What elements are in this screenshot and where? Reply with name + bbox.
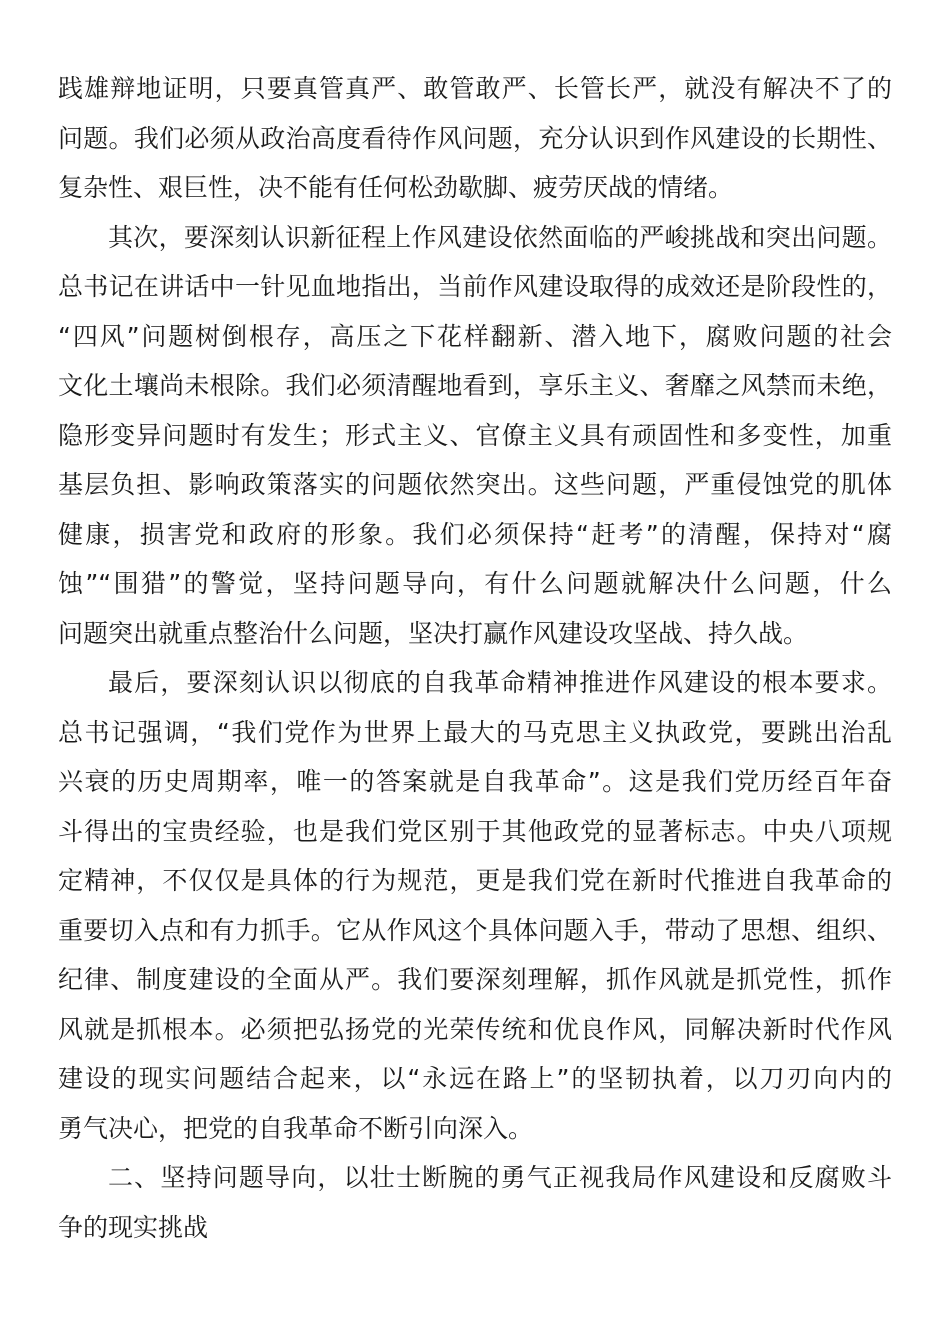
text-line: 基层负担、影响政策落实的问题依然突出。这些问题，严重侵蚀党的肌体 — [58, 470, 892, 499]
text-line: 隐形变异问题时有发生；形式主义、官僚主义具有顽固性和多变性，加重 — [58, 420, 892, 450]
text-line: 问题。我们必须从政治高度看待作风问题，充分认识到作风建设的长期性、 — [58, 123, 892, 153]
text-line: 文化土壤尚未根除。我们必须清醒地看到，享乐主义、奢靡之风禁而未绝， — [58, 371, 892, 400]
text-line: 兴衰的历史周期率，唯一的答案就是自我革命”。这是我们党历经百年奋 — [58, 767, 892, 796]
text-line: 重要切入点和有力抓手。它从作风这个具体问题入手，带动了思想、组织、 — [58, 915, 892, 945]
text-line: 建设的现实问题结合起来，以“永远在路上”的坚韧执着，以刀刃向内的 — [58, 1064, 892, 1093]
section-heading-continuation: 争的现实挑战 — [58, 1212, 209, 1242]
text-line: 复杂性、艰巨性，决不能有任何松劲歇脚、疲劳厌战的情绪。 — [58, 173, 734, 202]
paragraph-start-line: 其次，要深刻认识新征程上作风建设依然面临的严峻挑战和突出问题。 — [108, 222, 892, 252]
text-line: 总书记强调，“我们党作为世界上最大的马克思主义执政党，要跳出治乱 — [58, 717, 892, 747]
text-line: 践雄辩地证明，只要真管真严、敢管敢严、长管长严，就没有解决不了的 — [58, 74, 892, 103]
text-line: 问题突出就重点整治什么问题，坚决打赢作风建设攻坚战、持久战。 — [58, 618, 809, 648]
text-line: 勇气决心，把党的自我革命不断引向深入。 — [58, 1113, 534, 1143]
text-line: 健康，损害党和政府的形象。我们必须保持“赶考”的清醒，保持对“腐 — [58, 519, 892, 549]
text-line: 风就是抓根本。必须把弘扬党的光荣传统和优良作风，同解决新时代作风 — [58, 1014, 892, 1044]
text-line: 总书记在讲话中一针见血地指出，当前作风建设取得的成效还是阶段性的， — [58, 272, 892, 301]
text-line: 蚀”“围猎”的警觉，坚持问题导向，有什么问题就解决什么问题，什么 — [58, 569, 892, 598]
text-line: 定精神，不仅仅是具体的行为规范，更是我们党在新时代推进自我革命的 — [58, 866, 892, 895]
section-heading: 二、坚持问题导向，以壮士断腕的勇气正视我局作风建设和反腐败斗 — [108, 1163, 892, 1192]
text-line: 纪律、制度建设的全面从严。我们要深刻理解，抓作风就是抓党性，抓作 — [58, 965, 892, 994]
text-line: “四风”问题树倒根存，高压之下花样翻新、潜入地下，腐败问题的社会 — [58, 321, 892, 351]
paragraph-start-line: 最后，要深刻认识以彻底的自我革命精神推进作风建设的根本要求。 — [108, 668, 892, 697]
text-line: 斗得出的宝贵经验，也是我们党区别于其他政党的显著标志。中央八项规 — [58, 816, 892, 846]
document-body — [58, 64, 892, 1252]
